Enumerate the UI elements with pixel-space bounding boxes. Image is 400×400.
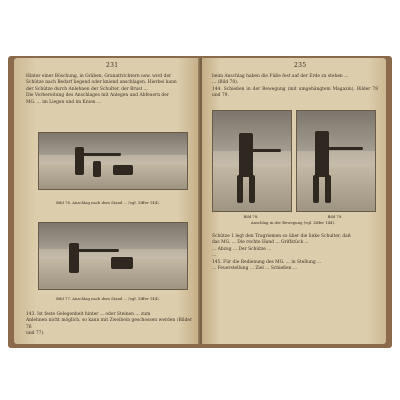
figure-77-caption: Bild 77. Anschlag nach dem Stand ... (vgl. Ziffer 144). bbox=[56, 296, 160, 301]
figure-78-caption: Bild 78. bbox=[243, 214, 259, 219]
figure-76-caption: Bild 76. Anschlag nach dem Stand ... (vgl. Ziffer 144). bbox=[56, 200, 160, 205]
figure-79-photo bbox=[296, 110, 376, 212]
body-text: Schütze 1 legt den Tragriemen so über die linke Schulter, daß das MG. ... Die rechte Hand ... Griffstück ... ... Abzug ... Der Schütze ... ... 145. Für die Bedienung des MG. ... in Stellung ... ... Feuerstellung ... Ziel ... Schießen ... bbox=[212, 234, 351, 272]
section-143: 143. Ist feste Gelegenheit hinter ... oder Steinen ... zum Anlehnen nicht möglich, so kann mit Zweibein geschossen werden (Bilder 76 und 77). bbox=[26, 312, 192, 337]
figure-77-photo bbox=[38, 222, 188, 290]
figure-78-photo bbox=[212, 110, 292, 212]
page-number: 231 bbox=[106, 62, 119, 69]
paragraph-intro: Hinter einer Böschung, in Gräben, Granattrichtern usw. wird der Schütze nach Bedarf liegend oder kniend anschlagen. Hierbei kann der Schütze durch Anlehnen der Schulter, der Brust ... Die Vorbereitung des Anschlages mit Anlegen und Abfeuern der MG. ... im Liegen und im Knien ... bbox=[26, 74, 177, 105]
figures-shared-caption: Anschlag in der Bewegung (vgl. Ziffer 144). bbox=[250, 220, 336, 225]
right-page bbox=[202, 58, 386, 344]
paragraph-intro: beim Anschlag haben die Füße fest auf der Erde zu stehen ... ... (Bild 78). 144. Schießen in der Bewegung (mit umgehängtem Magazin). Bilder 78 und 79. bbox=[212, 74, 378, 99]
figure-76-photo bbox=[38, 132, 188, 190]
figure-79-caption: Bild 79. bbox=[327, 214, 343, 219]
page-number: 235 bbox=[294, 62, 307, 69]
left-page bbox=[14, 58, 200, 344]
